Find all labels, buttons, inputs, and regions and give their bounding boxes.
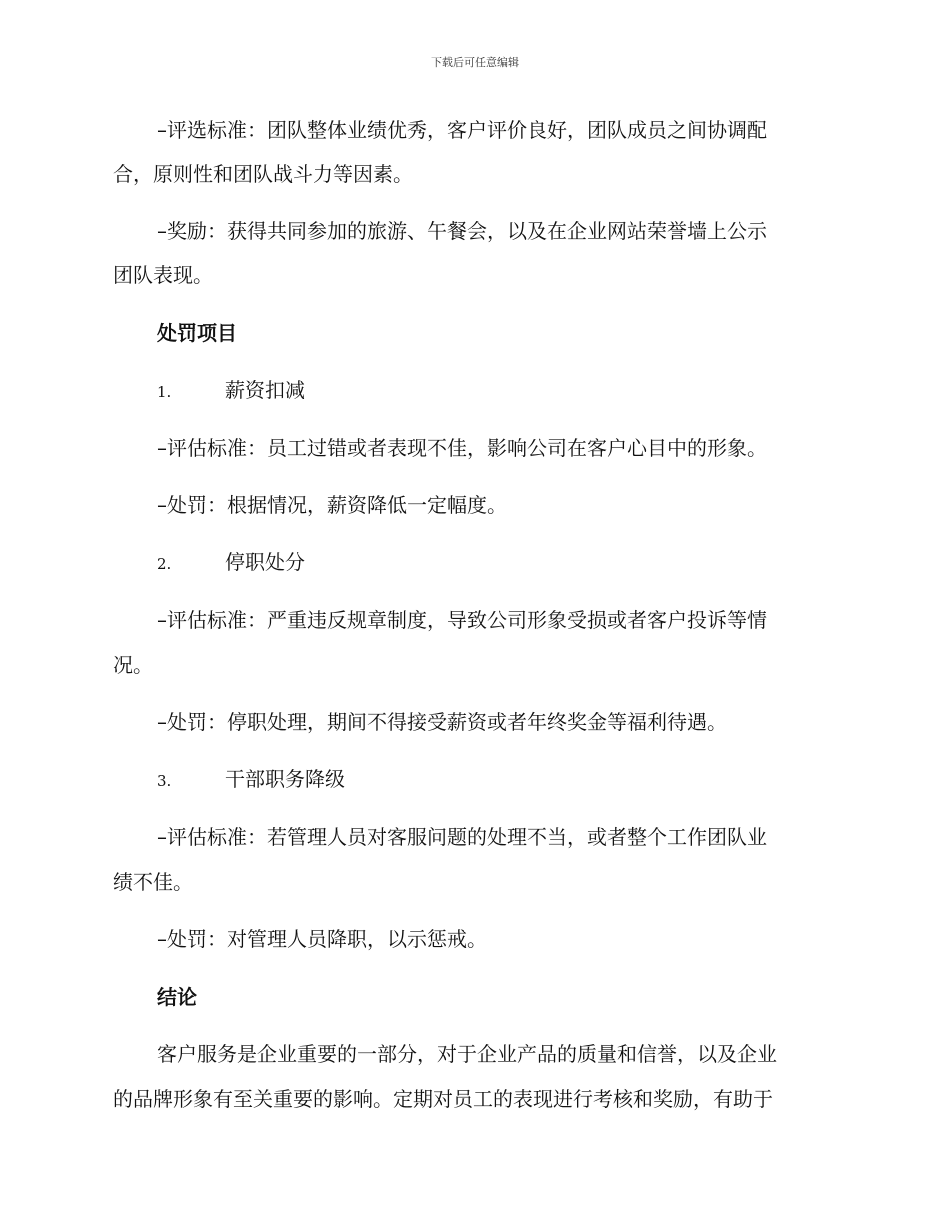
paragraph-line: –奖励：获得共同参加的旅游、午餐会，以及在企业网站荣誉墙上公示 (157, 219, 767, 243)
numbered-item (157, 376, 833, 406)
paragraph-line: –处罚：停职处理，期间不得接受薪资或者年终奖金等福利待遇。 (157, 710, 727, 734)
paragraph-line: –处罚：对管理人员降职，以示惩戒。 (157, 927, 487, 951)
item-title: 停职处分 (225, 550, 305, 574)
paragraph-line: 绩不佳。 (113, 870, 193, 894)
item-number: 1. (157, 383, 172, 401)
paragraph-line: 的品牌形象有至关重要的影响。定期对员工的表现进行考核和奖励，有助于 (113, 1087, 773, 1111)
section-heading: 处罚项目 (157, 321, 237, 345)
section-heading: 结论 (157, 985, 197, 1009)
paragraph-line: 客户服务是企业重要的一部分，对于企业产品的质量和信誉，以及企业 (157, 1042, 777, 1066)
page-header: 下载后可任意编辑 (431, 56, 519, 69)
item-title: 薪资扣减 (225, 378, 305, 402)
item-title: 干部职务降级 (225, 767, 345, 791)
numbered-item (157, 548, 833, 578)
paragraph-line: 况。 (113, 653, 153, 677)
paragraph-line: –评估标准：若管理人员对客服问题的处理不当，或者整个工作团队业 (157, 825, 767, 849)
item-number: 3. (157, 772, 172, 790)
paragraph-line: –评选标准：团队整体业绩优秀，客户评价良好，团队成员之间协调配 (157, 118, 767, 142)
paragraph-line: 合，原则性和团队战斗力等因素。 (113, 162, 413, 186)
paragraph-line: –处罚：根据情况，薪资降低一定幅度。 (157, 493, 507, 517)
item-number: 2. (157, 555, 172, 573)
paragraph-line: –评估标准：员工过错或者表现不佳，影响公司在客户心目中的形象。 (157, 436, 767, 460)
paragraph-line: –评估标准：严重违反规章制度，导致公司形象受损或者客户投诉等情 (157, 608, 767, 632)
paragraph-line: 团队表现。 (113, 263, 213, 287)
numbered-item (157, 765, 833, 795)
